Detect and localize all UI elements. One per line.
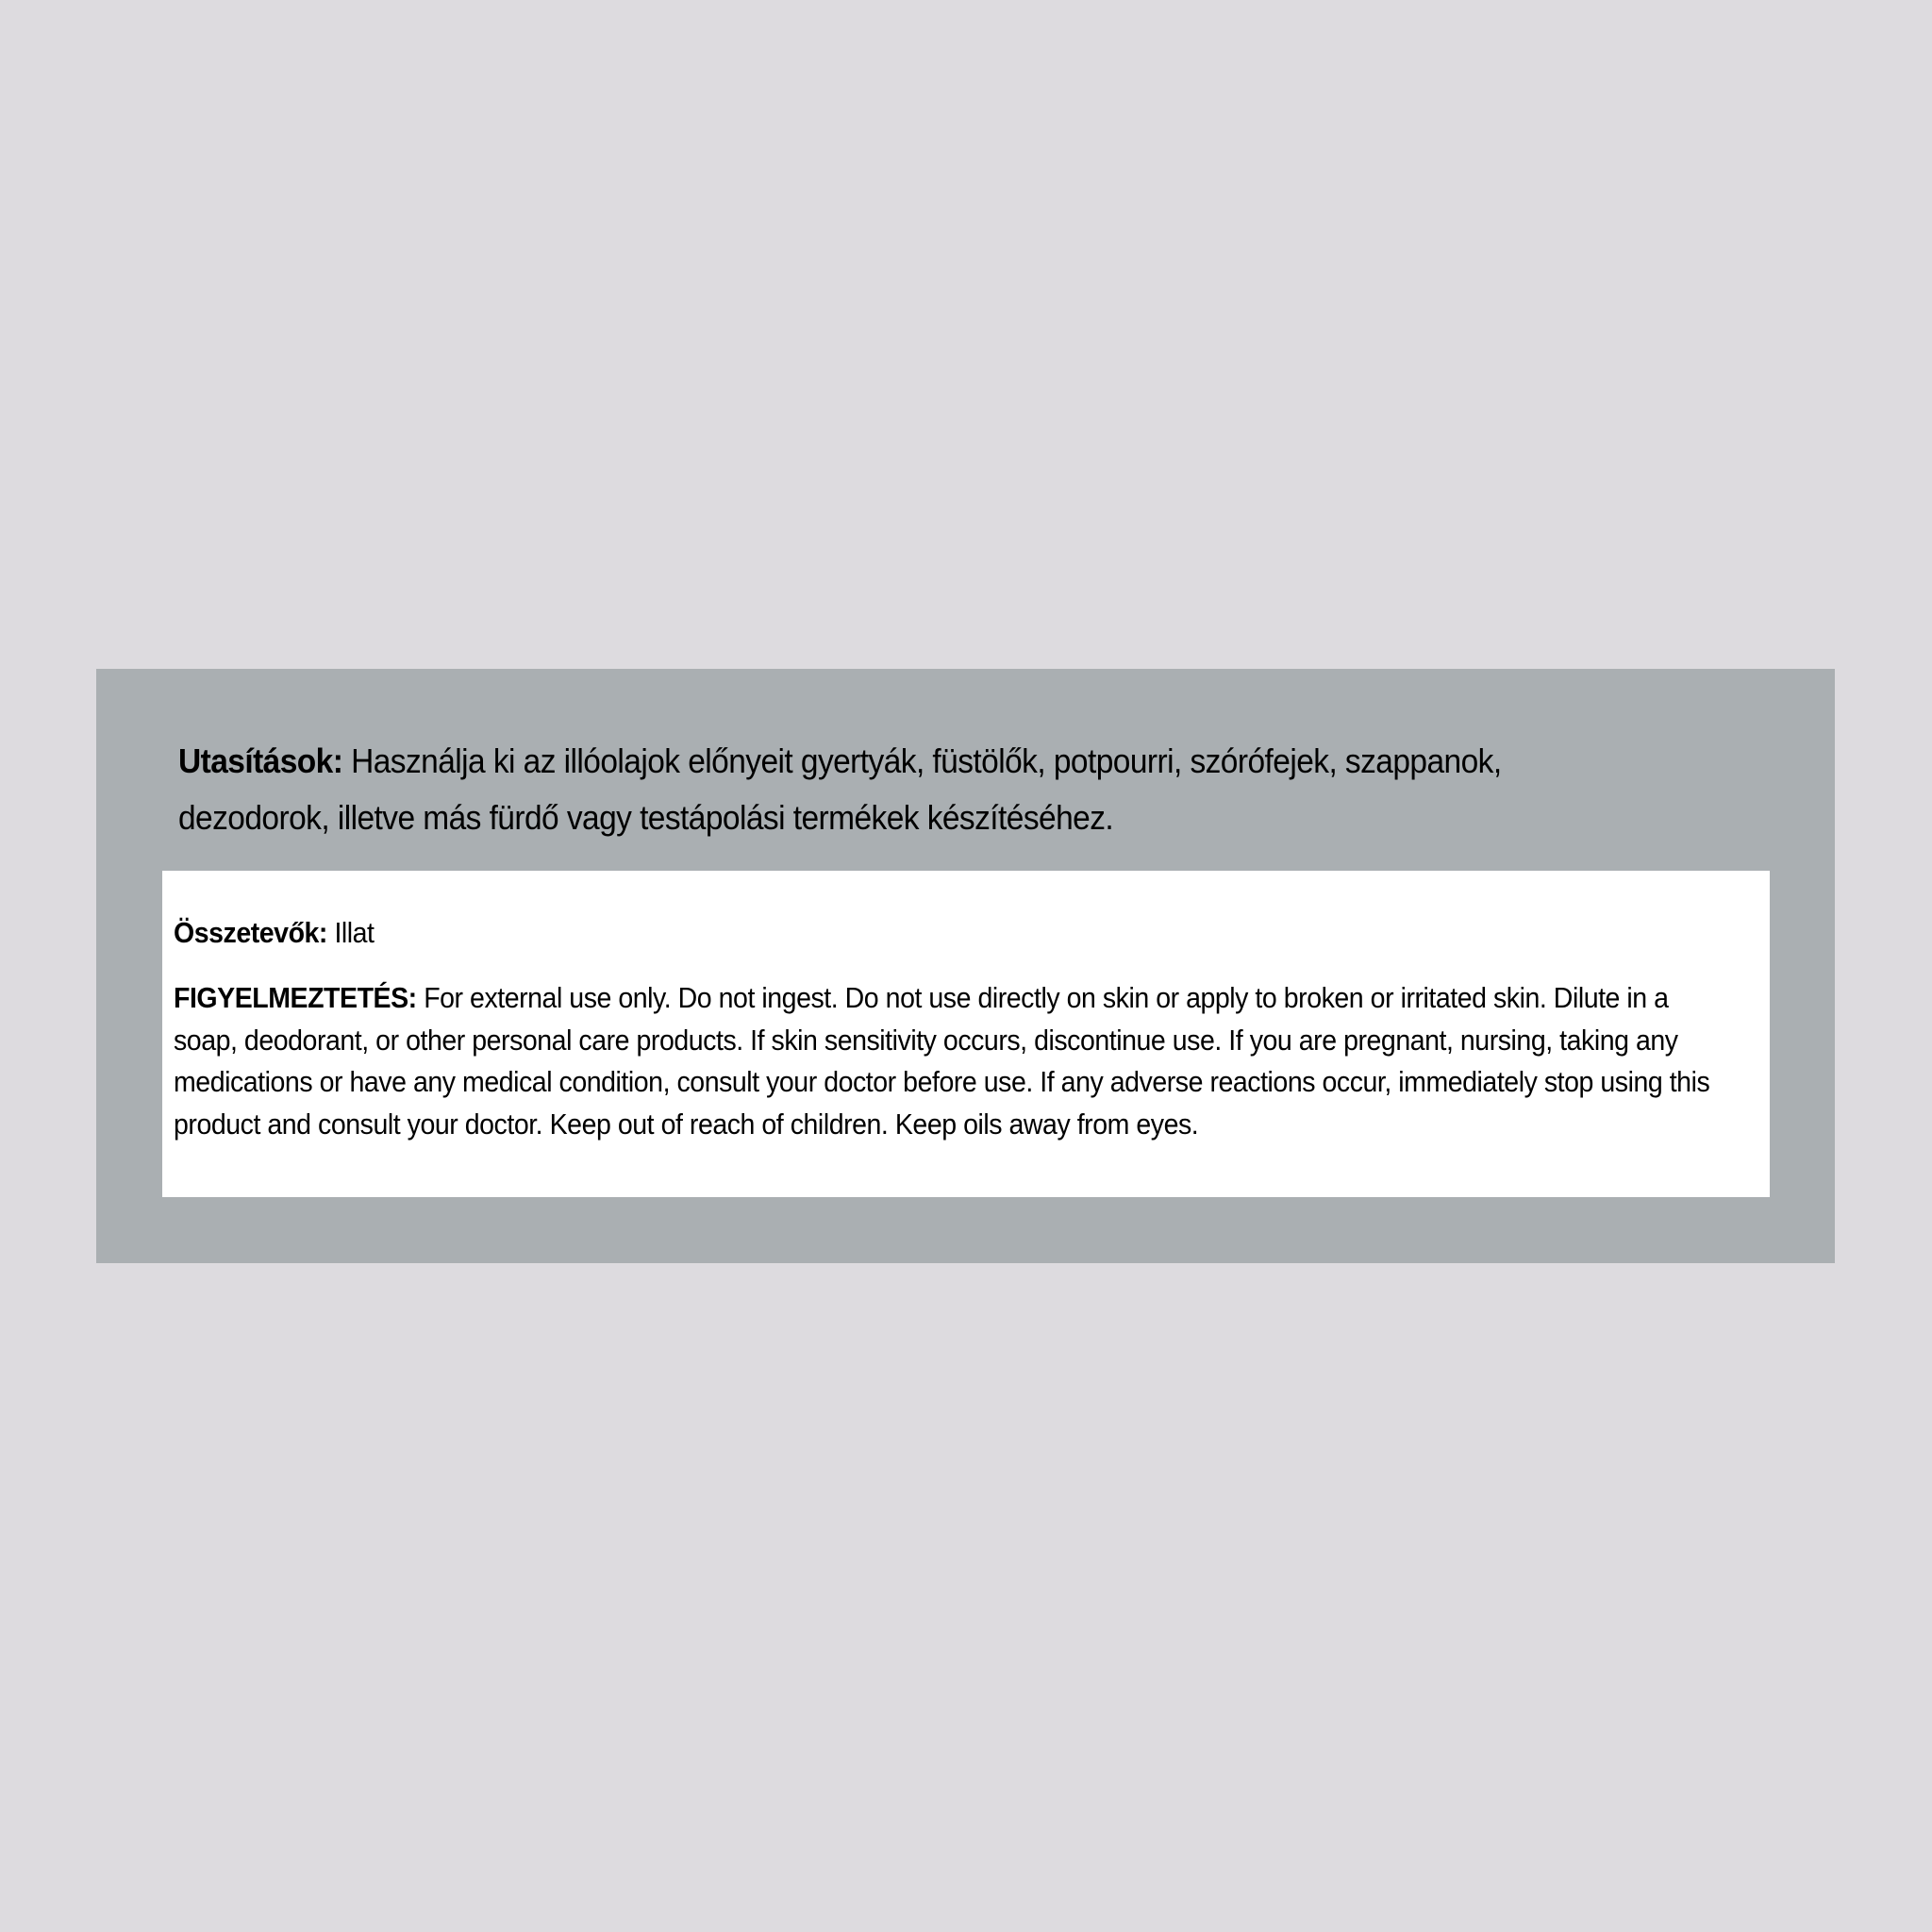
ingredients-paragraph: [174, 914, 375, 952]
ingredients-text: Illat: [334, 916, 375, 949]
directions-label: Utasítások:: [178, 741, 343, 780]
warning-text: For external use only. Do not ingest. Do not use directly on skin or apply to broken or irritated skin. Dilute in a soap, deodorant, or other personal care products. If skin sensitivity occurs, discontinue use. If you are pregnant, nursing, taking any medications or have any medical condition, consult your doctor before use. If any adverse reactions occur, immediately stop using this product and consult your doctor. Keep out of reach of children. Keep oils away from eyes.: [174, 981, 1710, 1141]
warning-label: FIGYELMEZTETÉS:: [174, 981, 417, 1014]
ingredients-label: Összetevők:: [174, 916, 327, 949]
ingredients-warning-box: [162, 871, 1770, 1197]
product-label-panel: [96, 669, 1835, 1263]
directions-paragraph: [178, 733, 1652, 846]
warning-paragraph: [174, 977, 1719, 1145]
directions-text: Használja ki az illóolajok előnyeit gyertyák, füstölők, potpourri, szórófejek, szappanok, dezodorok, illetve más fürdő vagy testápolási termékek készítéséhez.: [178, 741, 1502, 837]
